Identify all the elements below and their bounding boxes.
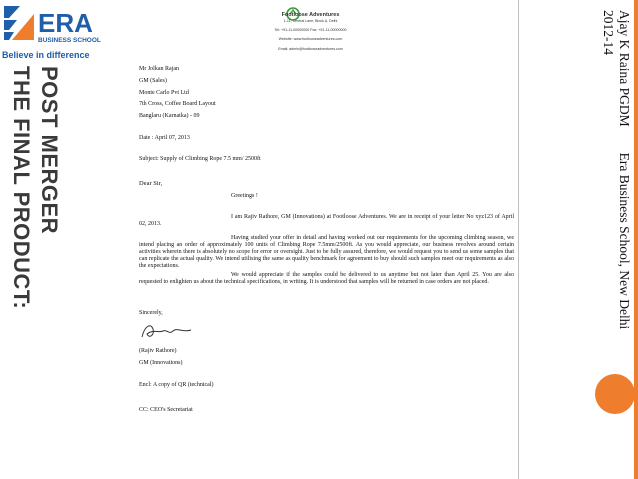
letter-enclosure: Encl: A copy of QR (technical) <box>139 382 214 388</box>
slide-title-line2: POST MERGER <box>37 66 62 235</box>
logo-subtitle: BUSINESS SCHOOL <box>38 37 101 44</box>
header-author: Ajay K Raina PGDM <box>617 10 632 127</box>
letter-subject: Subject: Supply of Climbing Rope 7.5 mm/ 2500ft <box>139 156 261 162</box>
letter-paragraph-3: We would appreciate if the samples could be delivered to us anytime but not later than April 25. You are also requested to enlighten us about the technical specifications, in writing. It is understood that samples will be returned in case orders are not placed. <box>139 272 514 285</box>
recipient-title: GM (Sales) <box>139 78 167 84</box>
letterhead-email: Email: admin@footlooseadventures.com <box>278 47 343 51</box>
letter-date: Date : April 07, 2013 <box>139 135 190 141</box>
header-school: Era Business School, New Delhi <box>617 152 632 330</box>
divider <box>518 0 519 479</box>
header-year: 2012-14 <box>601 10 616 55</box>
letterhead-website: Website: www.footlooseadventures.com <box>278 37 343 41</box>
signature <box>139 319 195 343</box>
logo-tagline: Believe in difference <box>2 50 90 60</box>
letterhead-company: Footloose Adventures <box>281 12 340 18</box>
recipient-name: Mr Jolkan Rajan <box>139 66 179 72</box>
decorative-circle <box>595 374 635 414</box>
logo-brand: ERA <box>38 8 93 38</box>
letter-greeting: Greetings ! <box>231 193 258 199</box>
recipient-city: Banglaru (Karnatka) - 09 <box>139 113 200 119</box>
slide-title-line1: THE FINAL PRODUCT: <box>9 66 34 310</box>
signer-title: GM (Innovations) <box>139 360 183 366</box>
letter-closing: Sincerely, <box>139 310 163 316</box>
slide-title <box>9 66 98 366</box>
letterhead-address: 1-11, Central Lane, Block A, Delhi <box>283 19 338 23</box>
signer-name: (Rajiv Rathore) <box>139 348 177 354</box>
letter-paragraph-2: Having studied your offer in detail and having worked out our requirements for the upcoming climbing season, we intend placing an order of approximately 100 units of Climbing Rope 7.5mm/2500ft. As you would appreciate, our business revolves around certain activities wherein there is absolutely no scope for error or oversight. Just to be fully assured, therefore, we would request you to send us some samples that can replicate the actual quality. We intend utilising the same as quality benchmark for agreement to buy should such samples meet our requirements as also the expectations. <box>139 235 514 269</box>
accent-bar <box>634 0 638 479</box>
letter-paragraph-1: I am Rajiv Rathore, GM (Innovations) at Footloose Adventures. We are in receipt of your letter No xyz123 of April 02, 2013. <box>139 214 514 227</box>
header-line1 <box>616 10 632 329</box>
recipient-company: Monte Carlo Pvt Ltd <box>139 90 189 96</box>
letter-cc: CC: CEO's Secretariat <box>139 407 193 413</box>
letter-salutation: Dear Sir, <box>139 180 163 187</box>
letterhead-phone: Tel: +91-11-00000000 Fax: +91-11-00000000 <box>274 28 347 32</box>
recipient-street: 7th Cross, Coffee Board Layout <box>139 101 216 107</box>
business-letter <box>108 0 513 479</box>
era-logo-icon <box>0 0 112 50</box>
